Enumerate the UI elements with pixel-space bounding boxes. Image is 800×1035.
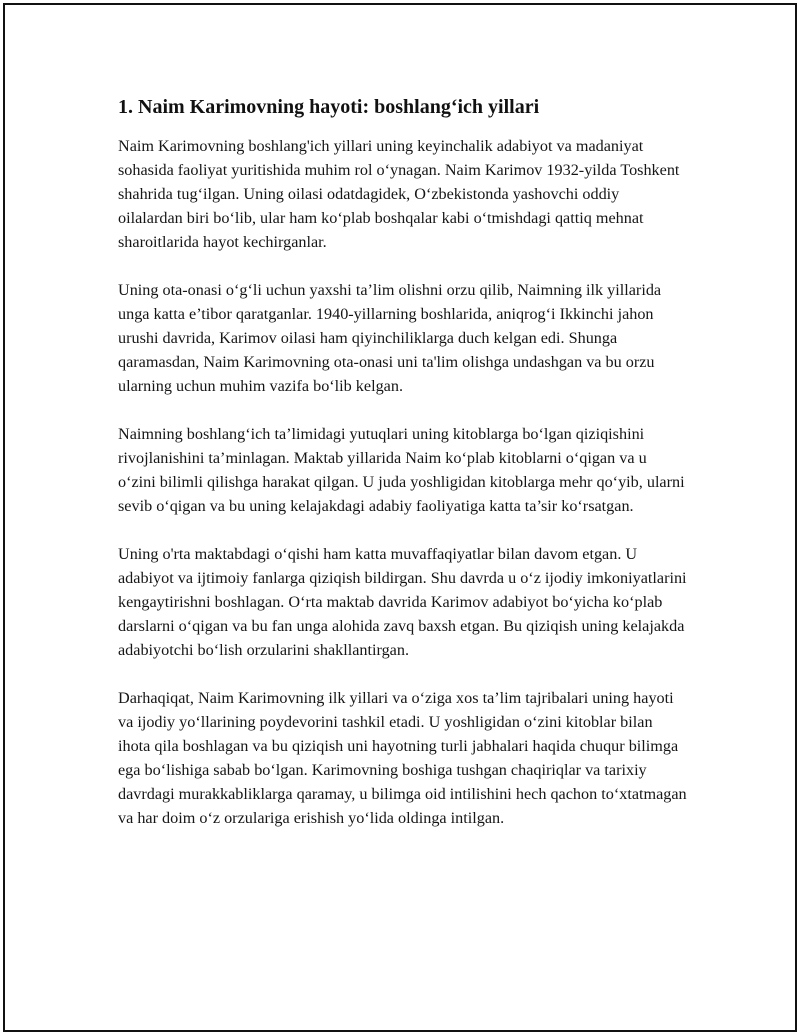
paragraph-2: Uning ota-onasi o‘g‘li uchun yaxshi ta’lim olishni orzu qilib, Naimning ilk yillarida unga katta e’tibor qaratganlar. 1940-yillarning boshlarida, aniqrog‘i Ikkinchi jahon urushi davrida, Karimov oilasi ham qiyinchiliklarga duch kelgan edi. Shunga qaramasdan, Naim Karimovning ota-onasi uni ta'lim olishga undashgan va bu orzu ularning uchun muhim vazifa bo‘lib kelgan.: [118, 281, 662, 395]
section-heading: 1. Naim Karimovning hayoti: boshlang‘ich yillari: [118, 96, 540, 118]
paragraph-1: Naim Karimovning boshlang'ich yillari uning keyinchalik adabiyot va madaniyat sohasida faoliyat yuritishida muhim rol o‘ynagan. Naim Karimov 1932-yilda Toshkent shahrida tug‘ilgan. Uning oilasi odatdagidek, O‘zbekistonda yashovchi oddiy oilalardan biri bo‘lib, ular ham ko‘plab boshqalar kabi o‘tmishdagi qattiq mehnat sharoitlarida hayot kechirganlar.: [118, 137, 680, 251]
paragraph-4: Uning o'rta maktabdagi o‘qishi ham katta muvaffaqiyatlar bilan davom etgan. U adabiyot va ijtimoiy fanlarga qiziqish bildirgan. Shu davrda u o‘z ijodiy imkoniyatlarini kengaytirishni boshlagan. O‘rta maktab davrida Karimov adabiyot bo‘yicha ko‘plab darslarni o‘qigan va bu fan unga alohida zavq baxsh etgan. Bu qiziqish uning kelajakda adabiyotchi bo‘lish orzularini shakllantirgan.: [118, 545, 687, 659]
document-body: [118, 95, 688, 854]
paragraph-5: Darhaqiqat, Naim Karimovning ilk yillari va o‘ziga xos ta’lim tajribalari uning hayoti va ijodiy yo‘llarining poydevorini tashkil etadi. U yoshligidan o‘zini kitoblar bilan ihota qila boshlagan va bu qiziqish uni hayotning turli jabhalari haqida chuqur bilimga ega bo‘lishiga sabab bo‘lgan. Karimovning boshiga tushgan chaqiriqlar va tarixiy davrdagi murakkabliklarga qaramay, u bilimga oid intilishini hech qachon to‘xtatmagan va har doim o‘z orzulariga erishish yo‘lida oldinga intilgan.: [118, 689, 687, 827]
paragraph-3: Naimning boshlang‘ich ta’limidagi yutuqlari uning kitoblarga bo‘lgan qiziqishini rivojlanishini ta’minlagan. Maktab yillarida Naim ko‘plab kitoblarni o‘qigan va u o‘zini bilimli qilishga harakat qilgan. U juda yoshligidan kitoblarga mehr qo‘yib, ularni sevib o‘qigan va bu uning kelajakdagi adabiy faoliyatiga katta ta’sir ko‘rsatgan.: [118, 425, 685, 515]
